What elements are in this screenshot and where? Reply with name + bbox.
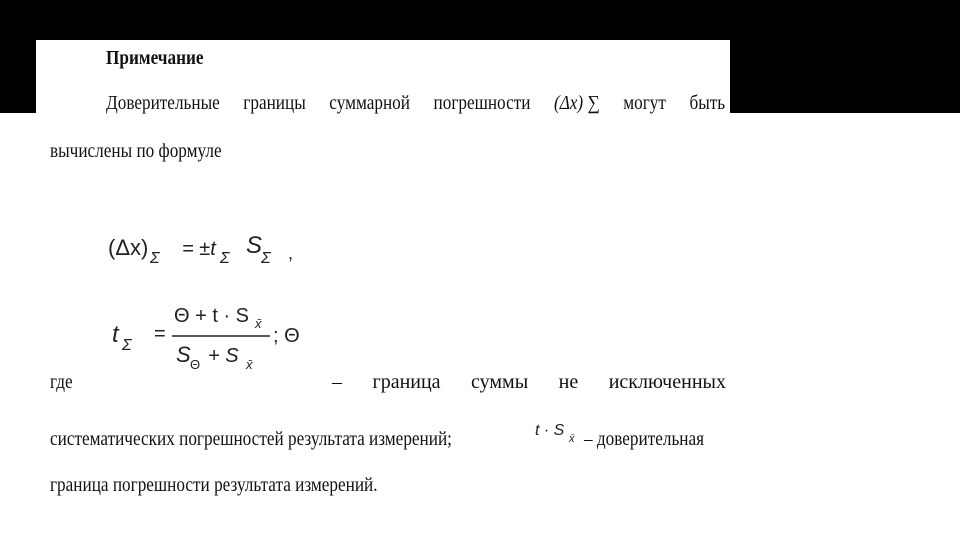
formula-total-error — [108, 233, 308, 273]
word: границы — [243, 92, 306, 114]
word: граница — [372, 371, 441, 393]
formula2-den-plus: + S — [208, 345, 239, 367]
note-line-4: систематических погрешностей результата измерений; — [50, 428, 452, 450]
note-line-5: граница погрешности результата измерений. — [50, 474, 378, 496]
word: суммарной — [329, 92, 410, 114]
formula1-comma: , — [288, 243, 294, 263]
formula-t-sigma — [110, 298, 320, 378]
left-black-block — [0, 40, 36, 113]
note-line-4-end: – доверительная — [584, 428, 705, 450]
formula2-den: S — [176, 342, 191, 367]
formula1-eq: = ±t — [182, 238, 216, 260]
word: быть — [689, 92, 726, 114]
word: погрешности — [433, 92, 531, 114]
inline-formula-tS — [533, 417, 581, 445]
word: – — [332, 371, 342, 393]
where-words — [332, 371, 726, 394]
word: не — [558, 371, 579, 393]
word: суммы — [471, 371, 529, 393]
tS-main: t · S — [535, 422, 565, 439]
formula2-eq: = — [154, 323, 166, 345]
formula1-sub2: Σ — [220, 250, 230, 267]
word: (Δx) ∑ — [553, 92, 600, 114]
formula2-tail: ; Θ — [273, 325, 300, 347]
where-row — [50, 371, 726, 397]
word: Доверительные — [106, 92, 220, 114]
formula2-num-sub: x̄ — [255, 316, 262, 331]
word: могут — [623, 92, 666, 114]
formula1-lhs: (Δx) — [108, 235, 149, 260]
formula2-den-sub1: Θ — [190, 357, 201, 372]
note-line-2: вычислены по формуле — [50, 140, 222, 162]
tS-sub: x̄ — [569, 433, 575, 445]
right-black-block — [730, 40, 960, 113]
word: исключенных — [608, 371, 726, 393]
formula2-den-sub2: x̄ — [246, 357, 253, 372]
formula2-num: Θ + t · S — [174, 305, 250, 327]
formula2-sub: Σ — [122, 337, 132, 354]
formula1-S: S — [246, 233, 263, 259]
formula1-sub: Σ — [150, 250, 160, 267]
where-label: где — [50, 371, 73, 393]
note-line-1 — [106, 91, 725, 115]
top-black-bar — [0, 0, 960, 40]
note-heading: Примечание — [106, 47, 204, 69]
formula1-sub3: Σ — [261, 250, 271, 267]
formula2-t: t — [112, 321, 119, 348]
